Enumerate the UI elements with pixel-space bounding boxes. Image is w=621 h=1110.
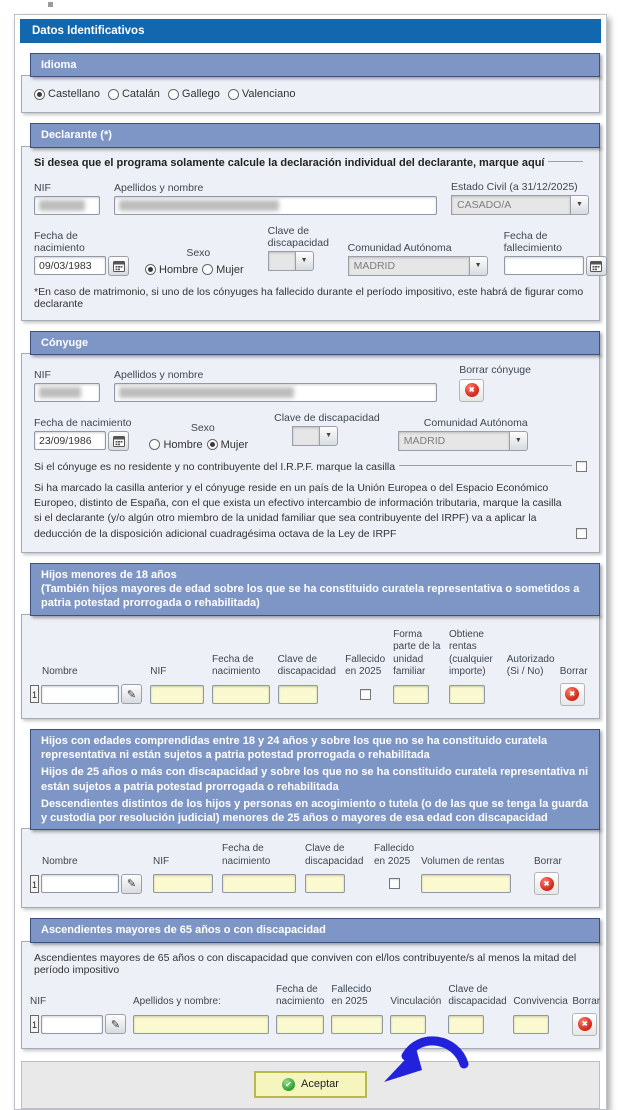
delete-row-button[interactable] xyxy=(534,872,559,895)
radio-icon xyxy=(202,264,213,275)
datos-identificativos-panel xyxy=(14,14,607,1110)
fecha-fallecimiento-label: Fecha de fallecimiento xyxy=(503,229,563,254)
delete-row-button[interactable] xyxy=(560,683,585,706)
radio-castellano[interactable] xyxy=(34,88,100,100)
hijos-menores-header-line2: (También hijos mayores de edad sobre los que se ha constituido curatela representativa o sometidos a patria potestad prorrogada o rehabilitada) xyxy=(41,583,580,610)
dotted-line xyxy=(399,465,572,466)
radio-selected-icon xyxy=(207,439,218,450)
radio-label: Mujer xyxy=(216,263,244,276)
ue-deduccion-checkbox[interactable] xyxy=(576,528,587,539)
aceptar-button[interactable] xyxy=(254,1071,367,1098)
hijo-forma-parte-input[interactable] xyxy=(393,685,429,704)
delete-icon: ✖ xyxy=(540,877,554,891)
col-nombre: Nombre xyxy=(42,855,78,867)
fecha-nacimiento-label: Fecha de nacimiento xyxy=(34,229,85,254)
radio-mujer[interactable] xyxy=(207,439,249,451)
clave-discapacidad-label: Clave de discapacidad xyxy=(274,411,380,424)
comunidad-select[interactable] xyxy=(348,256,488,276)
chevron-down-icon[interactable]: ▼ xyxy=(509,431,528,451)
hijo-fecha-nacimiento-input[interactable] xyxy=(222,874,296,893)
row-number: 1 xyxy=(30,685,39,703)
col-clave-discapacidad: Clave de discapacidad xyxy=(448,983,507,1008)
estado-civil-label: Estado Civil (a 31/12/2025) xyxy=(451,180,578,193)
ascendiente-fecha-nacimiento-input[interactable] xyxy=(276,1015,324,1034)
check-icon: ✔ xyxy=(282,1078,295,1091)
comunidad-label: Comunidad Autónoma xyxy=(347,241,452,254)
radio-icon xyxy=(108,89,119,100)
clave-discapacidad-select[interactable] xyxy=(268,251,314,271)
delete-row-button[interactable] xyxy=(572,1013,597,1036)
calendar-icon xyxy=(113,435,125,447)
page-title: Datos Identificativos xyxy=(20,19,601,43)
col-nif: NIF xyxy=(150,666,167,678)
hijos-menores-header-line1: Hijos menores de 18 años xyxy=(41,568,177,581)
col-forma-parte: Forma parte de la unidad familiar xyxy=(393,628,441,678)
hijos-mayores-header xyxy=(30,729,600,831)
dotted-line xyxy=(548,161,583,162)
col-borrar: Borrar xyxy=(572,996,601,1008)
hijo-clave-discapacidad-input[interactable] xyxy=(278,685,318,704)
pencil-icon: ✎ xyxy=(110,1018,121,1031)
clave-discapacidad-label: Clave de discapacidad xyxy=(267,224,329,249)
borrar-conyuge-button[interactable] xyxy=(459,379,484,402)
ascendiente-fallecido-input[interactable] xyxy=(331,1015,383,1034)
col-fallecido: Fallecido en 2025 xyxy=(331,983,372,1008)
hijos-mayores-header-line1: Hijos con edades comprendidas entre 18 y 24 años y sobre los que no se ha constituido curatela representativa ni están sujetos a patria potestad prorrogada o rehabilitada xyxy=(41,734,548,761)
section-idioma xyxy=(21,53,600,113)
apellidos-label: Apellidos y nombre xyxy=(114,368,204,381)
col-fecha-nacimiento: Fecha de nacimiento xyxy=(276,983,325,1008)
col-nif: NIF xyxy=(30,996,47,1008)
hijo-nombre-input[interactable] xyxy=(41,685,119,704)
col-fallecido: Fallecido en 2025 xyxy=(345,653,386,678)
chevron-down-icon[interactable]: ▼ xyxy=(469,256,488,276)
col-clave-discapacidad: Clave de discapacidad xyxy=(277,653,336,678)
radio-label: Mujer xyxy=(220,438,249,451)
col-nif: NIF xyxy=(153,855,170,867)
ascendiente-nif-input[interactable] xyxy=(41,1015,103,1034)
hijo-volumen-rentas-input[interactable] xyxy=(421,874,511,893)
no-residente-text: Si el cónyuge es no residente y no contribuyente del I.R.P.F. marque la casilla xyxy=(34,460,396,473)
col-borrar: Borrar xyxy=(534,855,562,867)
hijo-nombre-input[interactable] xyxy=(41,874,119,893)
col-volumen-rentas: Volumen de rentas xyxy=(421,855,505,867)
radio-label: Castellano xyxy=(48,88,100,101)
sexo-label: Sexo xyxy=(186,246,211,259)
conyuge-fecha-nacimiento-input[interactable] xyxy=(34,431,106,450)
declarante-header: Declarante (*) xyxy=(30,123,600,147)
clave-discapacidad-select[interactable] xyxy=(292,426,338,446)
idioma-header: Idioma xyxy=(30,53,600,77)
radio-mujer[interactable] xyxy=(202,264,244,276)
conyuge-apellidos-input[interactable] xyxy=(114,383,437,402)
conyuge-nif-input[interactable] xyxy=(34,383,100,402)
matrimonio-footnote: *En caso de matrimonio, si uno de los cónyuges ha fallecido durante el período impositivo, este habrá de figurar como declarante xyxy=(34,285,584,310)
ascendiente-vinculacion-input[interactable] xyxy=(390,1015,426,1034)
radio-label: Valenciano xyxy=(241,88,296,101)
section-declarante xyxy=(21,123,600,320)
conyuge-header: Cónyuge xyxy=(30,331,600,355)
nif-label: NIF xyxy=(34,181,51,194)
col-fecha-nacimiento: Fecha de nacimiento xyxy=(211,653,261,678)
radio-selected-icon xyxy=(34,89,45,100)
calendar-button[interactable] xyxy=(586,256,607,276)
section-hijos-menores xyxy=(21,563,600,719)
radio-catalan[interactable] xyxy=(108,88,160,100)
hijo-obtiene-rentas-input[interactable] xyxy=(449,685,485,704)
radio-gallego[interactable] xyxy=(168,88,220,100)
redacted-nif-value xyxy=(39,200,85,211)
delete-icon: ✖ xyxy=(578,1017,592,1031)
edit-pencil-button[interactable] xyxy=(121,684,142,704)
section-conyuge xyxy=(21,331,600,553)
fecha-fallecimiento-input[interactable] xyxy=(504,256,584,275)
comunidad-value: MADRID xyxy=(348,256,469,276)
chevron-down-icon[interactable]: ▼ xyxy=(570,195,589,215)
fecha-nacimiento-label: Fecha de nacimiento xyxy=(34,416,132,429)
sexo-label: Sexo xyxy=(190,421,215,434)
radio-icon xyxy=(168,89,179,100)
declarante-nif-input[interactable] xyxy=(34,196,100,215)
radio-label: Hombre xyxy=(163,438,203,451)
section-hijos-mayores xyxy=(21,729,600,909)
comunidad-label: Comunidad Autónoma xyxy=(423,416,528,429)
window-artifact xyxy=(48,2,53,7)
radio-hombre[interactable] xyxy=(145,264,198,276)
edit-pencil-button[interactable] xyxy=(105,1014,126,1034)
hijo-nif-input[interactable] xyxy=(153,874,213,893)
col-obtiene-rentas: Obtiene rentas (cualquier importe) xyxy=(448,628,493,678)
calendar-icon xyxy=(113,260,125,272)
calendar-button[interactable] xyxy=(108,431,129,451)
aceptar-label: Aceptar xyxy=(301,1078,339,1091)
chevron-down-icon[interactable]: ▼ xyxy=(295,251,314,271)
radio-valenciano[interactable] xyxy=(228,88,296,100)
ue-deduccion-text: Si ha marcado la casilla anterior y el cónyuge reside en un país de la Unión Europea o del Espacio Económico Europeo, distinto de España, con el que exista un efectivo intercambio de información tributaria, marque la casilla si el declarante (y/o algún otro miembro de la unidad familiar que sea contribuyente del IRPF) va a aplicar la deducción de la disposición adicional cuadragésima octava de la Ley de IRPF xyxy=(34,481,562,540)
ascendiente-convivencia-input[interactable] xyxy=(513,1015,549,1034)
estado-civil-value: CASADO/A xyxy=(451,195,570,215)
ascendiente-apellidos-input[interactable] xyxy=(133,1015,269,1034)
col-fecha-nacimiento: Fecha de nacimiento xyxy=(222,843,271,867)
clave-discapacidad-value xyxy=(268,251,295,271)
apellidos-label: Apellidos y nombre xyxy=(114,181,204,194)
edit-pencil-button[interactable] xyxy=(121,874,142,894)
hijos-mayores-header-line3: Descendientes distintos de los hijos y personas en acogimiento o tutela (o de las que se tenga la guarda y custodia por resolución judicial) menores de 25 años o mayores de esa edad con discapacidad xyxy=(41,797,589,825)
row-number: 1 xyxy=(30,875,39,893)
radio-label: Catalán xyxy=(121,88,160,101)
declarante-fecha-nacimiento-input[interactable] xyxy=(34,256,106,275)
hijo-fecha-nacimiento-input[interactable] xyxy=(212,685,270,704)
hijo-fallecido-checkbox[interactable] xyxy=(389,878,400,889)
hijo-nif-input[interactable] xyxy=(150,685,204,704)
radio-icon xyxy=(149,439,160,450)
radio-label: Hombre xyxy=(159,263,199,276)
comunidad-value: MADRID xyxy=(398,431,509,451)
radio-hombre[interactable] xyxy=(149,439,202,451)
form-footer xyxy=(21,1061,600,1109)
chevron-down-icon[interactable]: ▼ xyxy=(319,426,338,446)
ascendiente-clave-discapacidad-input[interactable] xyxy=(448,1015,484,1034)
individual-declaration-note: Si desea que el programa solamente calcule la declaración individual del declarante, marque aquí xyxy=(34,156,545,169)
col-fallecido: Fallecido en 2025 xyxy=(374,843,415,867)
ascendientes-header: Ascendientes mayores de 65 años o con discapacidad xyxy=(30,918,600,942)
hijos-mayores-header-line2: Hijos de 25 años o más con discapacidad y sobre los que no se ha constituido curatela representativa ni están sujetos a patria potestad prorrogada o rehabilitada xyxy=(41,766,589,793)
nif-label: NIF xyxy=(34,368,51,381)
pencil-icon: ✎ xyxy=(126,878,137,891)
calendar-button[interactable] xyxy=(108,256,129,276)
col-nombre: Nombre xyxy=(42,666,78,678)
redacted-nif-value xyxy=(39,387,81,398)
col-borrar: Borrar xyxy=(559,666,588,678)
comunidad-select[interactable] xyxy=(398,431,528,451)
no-residente-checkbox[interactable] xyxy=(576,461,587,472)
clave-discapacidad-value xyxy=(292,426,319,446)
radio-icon xyxy=(228,89,239,100)
col-convivencia: Convivencia xyxy=(513,996,568,1008)
col-autorizado: Autorizado (Si / No) xyxy=(506,653,555,678)
col-vinculacion: Vinculación xyxy=(390,996,442,1008)
section-ascendientes xyxy=(21,918,600,1048)
hijo-clave-discapacidad-input[interactable] xyxy=(305,874,345,893)
hijos-menores-header xyxy=(30,563,600,616)
declarante-apellidos-input[interactable] xyxy=(114,196,437,215)
col-apellidos: Apellidos y nombre: xyxy=(133,996,221,1008)
hijo-fallecido-checkbox[interactable] xyxy=(360,689,371,700)
pencil-icon: ✎ xyxy=(126,688,137,701)
radio-selected-icon xyxy=(145,264,156,275)
delete-icon: ✖ xyxy=(465,383,479,397)
row-number: 1 xyxy=(30,1015,39,1033)
borrar-conyuge-label: Borrar cónyuge xyxy=(459,363,531,376)
redacted-name-value xyxy=(119,200,279,211)
col-clave-discapacidad: Clave de discapacidad xyxy=(305,843,364,867)
calendar-icon xyxy=(590,260,602,272)
estado-civil-select[interactable] xyxy=(451,195,589,215)
redacted-name-value xyxy=(119,387,294,398)
radio-label: Gallego xyxy=(181,88,220,101)
ascendientes-description: Ascendientes mayores de 65 años o con discapacidad que conviven con el/los contribuyente/s al menos la mitad del período impositivo xyxy=(34,951,577,976)
delete-icon: ✖ xyxy=(565,687,579,701)
